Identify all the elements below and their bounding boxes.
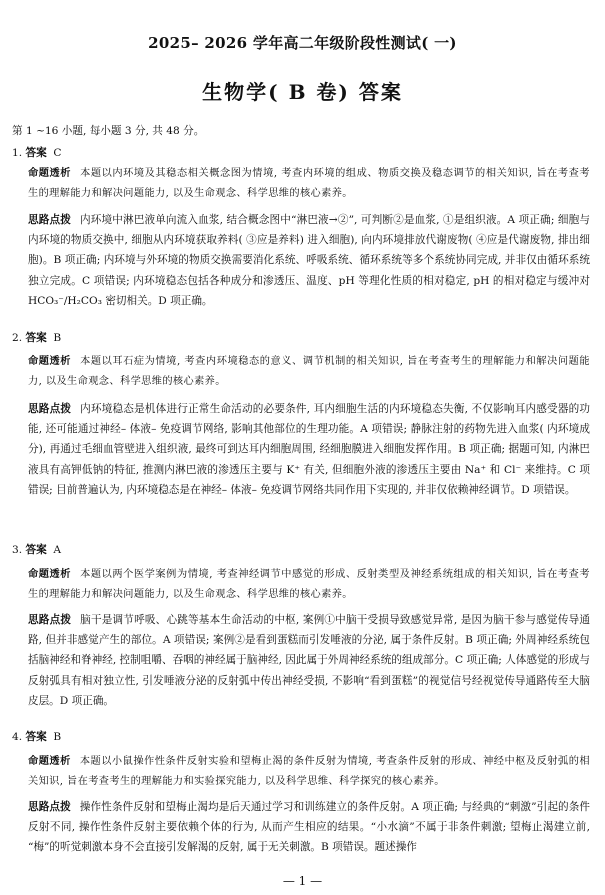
answer-label: 答案 [25,731,47,743]
answer-label: 答案 [25,332,47,344]
analysis-label: 命题透析 [28,167,72,179]
question-3-answer-line [12,540,590,560]
question-4-analysis [28,751,590,793]
page-number: — 1 — [282,874,323,888]
analysis-label: 命题透析 [28,355,72,367]
question-1-answer-line [12,143,590,163]
question-4-answer-line [12,727,590,747]
question-number: 1. [12,147,23,159]
answer-label: 答案 [25,544,47,556]
question-number: 3. [12,544,23,556]
question-3-analysis [28,564,590,606]
answer-value: B [53,332,62,344]
answer-label: 答案 [25,147,47,159]
analysis-text: 本题以内环境及其稳态相关概念图为情境, 考查内环境的组成、物质交换及稳态调节的相关知识, 旨在考查考生的理解能力和解决问题能力, 以及生命观念、科学思维的核心素养。 [28,168,590,200]
answer-key-title: 生物学( B 卷) 答案 [202,80,403,104]
question-number: 4. [12,731,23,743]
hint-text: 内环境中淋巴液单向流入血浆, 结合概念图中“淋巴液→②”, 可判断②是血浆, ①是组织液。A 项正确; 细胞与内环境的物质交换中, 细胞从内环境获取养料( ③应是养料) 进入细胞), 向内环境排放代谢废物( ④应是代谢废物, 排出细胞)。B 项正确; 内环境与外环境的物质交换需要消化系统、呼吸系统、循环系统等多个系统协同完成, 并非仅由循环系统独立完成。C 项错误; 内环境稳态包括各种成分和渗透压、温度、pH 等理化性质的相对稳定, pH 的相对稳定与缓冲对 HCO₃⁻/H₂CO₃ 密切相关。D 项正确。 [28,214,590,307]
hint-label: 思路点拨 [28,801,71,813]
analysis-text: 本题以两个医学案例为情境, 考查神经调节中感觉的形成、反射类型及神经系统组成的相关知识, 旨在考查考生的理解能力和解决问题能力, 以及生命观念、科学思维的核心素养。 [28,569,590,601]
analysis-text: 本题以耳石症为情境, 考查内环境稳态的意义、调节机制的相关知识, 旨在考查考生的理解能力和解决问题能力, 以及生命观念、科学思维的核心素养。 [28,356,590,388]
question-1-analysis [28,163,590,205]
question-2-answer-line [12,328,590,348]
analysis-label: 命题透析 [28,755,71,767]
hint-label: 思路点拨 [28,214,71,226]
section-intro: 第 1 ~16 小题, 每小题 3 分, 共 48 分。 [12,125,205,137]
hint-text: 内环境稳态是机体进行正常生命活动的必要条件, 耳内细胞生活的内环境稳态失衡, 不仅影响耳内感受器的功能, 还可能通过神经– 体液– 免疫调节网络, 影响其他部位的生理功能。A 项错误; 静脉注射的药物先进入血浆( 内环境成分), 再通过毛细血管壁进入组织液, 最终可到达耳内细胞周围, 经细胞膜进入细胞发挥作用。B 项正确; 据题可知, 内淋巴液具有高钾低钠的特征, 推测内淋巴液的渗透压主要与 K⁺ 有关, 但细胞外液的渗透压主要由 Na⁺ 和 Cl⁻ 来维持。C 项错误; 目前普遍认为, 内环境稳态是在神经– 体液– 免疫调节网络共同作用下实现的, 并非仅依赖神经调节。D 项错误。 [28,403,591,496]
analysis-label: 命题透析 [28,568,72,580]
question-2-hint [28,399,590,541]
question-2-analysis [28,351,590,393]
exam-title: 2025– 2026 学年高二年级阶段性测试( 一) [148,34,457,52]
question-3-hint [28,610,590,728]
hint-label: 思路点拨 [28,614,72,626]
question-1-hint [28,210,590,334]
hint-text: 脑干是调节呼吸、心跳等基本生命活动的中枢, 案例①中脑干受损导致感觉异常, 是因为脑干参与感觉传导通路, 但并非感觉产生的部位。A 项错误; 案例②是看到蛋糕而引发唾液的分泌, 属于条件反射。B 项正确; 外周神经系统包括脑神经和脊神经, 控制咀嚼、吞咽的神经属于脑神经, 因此属于外周神经系统的组成部分。C 项正确; 人体感觉的形成与反射弧具有相对独立性, 引发唾液分泌的反射弧中传出神经受损, 不影响“看到蛋糕”的视觉信号经视觉传导通路传至大脑皮层。D 项正确。 [28,614,591,707]
answer-value: B [53,731,62,743]
hint-label: 思路点拨 [28,403,72,415]
analysis-text: 本题以小鼠操作性条件反射实验和望梅止渴的条件反射为情境, 考查条件反射的形成、神经中枢及反射弧的相关知识, 旨在考查考生的理解能力和实验探究能力, 以及科学思维、科学探究的核心素养。 [28,756,590,788]
answer-value: C [53,147,62,159]
question-number: 2. [12,332,23,344]
question-4-hint [28,797,590,873]
answer-value: A [53,544,62,556]
hint-text: 操作性条件反射和望梅止渴均是后天通过学习和训练建立的条件反射。A 项正确; 与经典的“刺激”引起的条件反射不同, 操作性条件反射主要依赖个体的行为, 从而产生相应的结果。“小水滴”不属于非条件刺激; 望梅止渴建立前, “梅”的听觉刺激本身不会直接引发解渴的反射, 属于无关刺激。B 项错误。题述操作 [28,801,590,854]
